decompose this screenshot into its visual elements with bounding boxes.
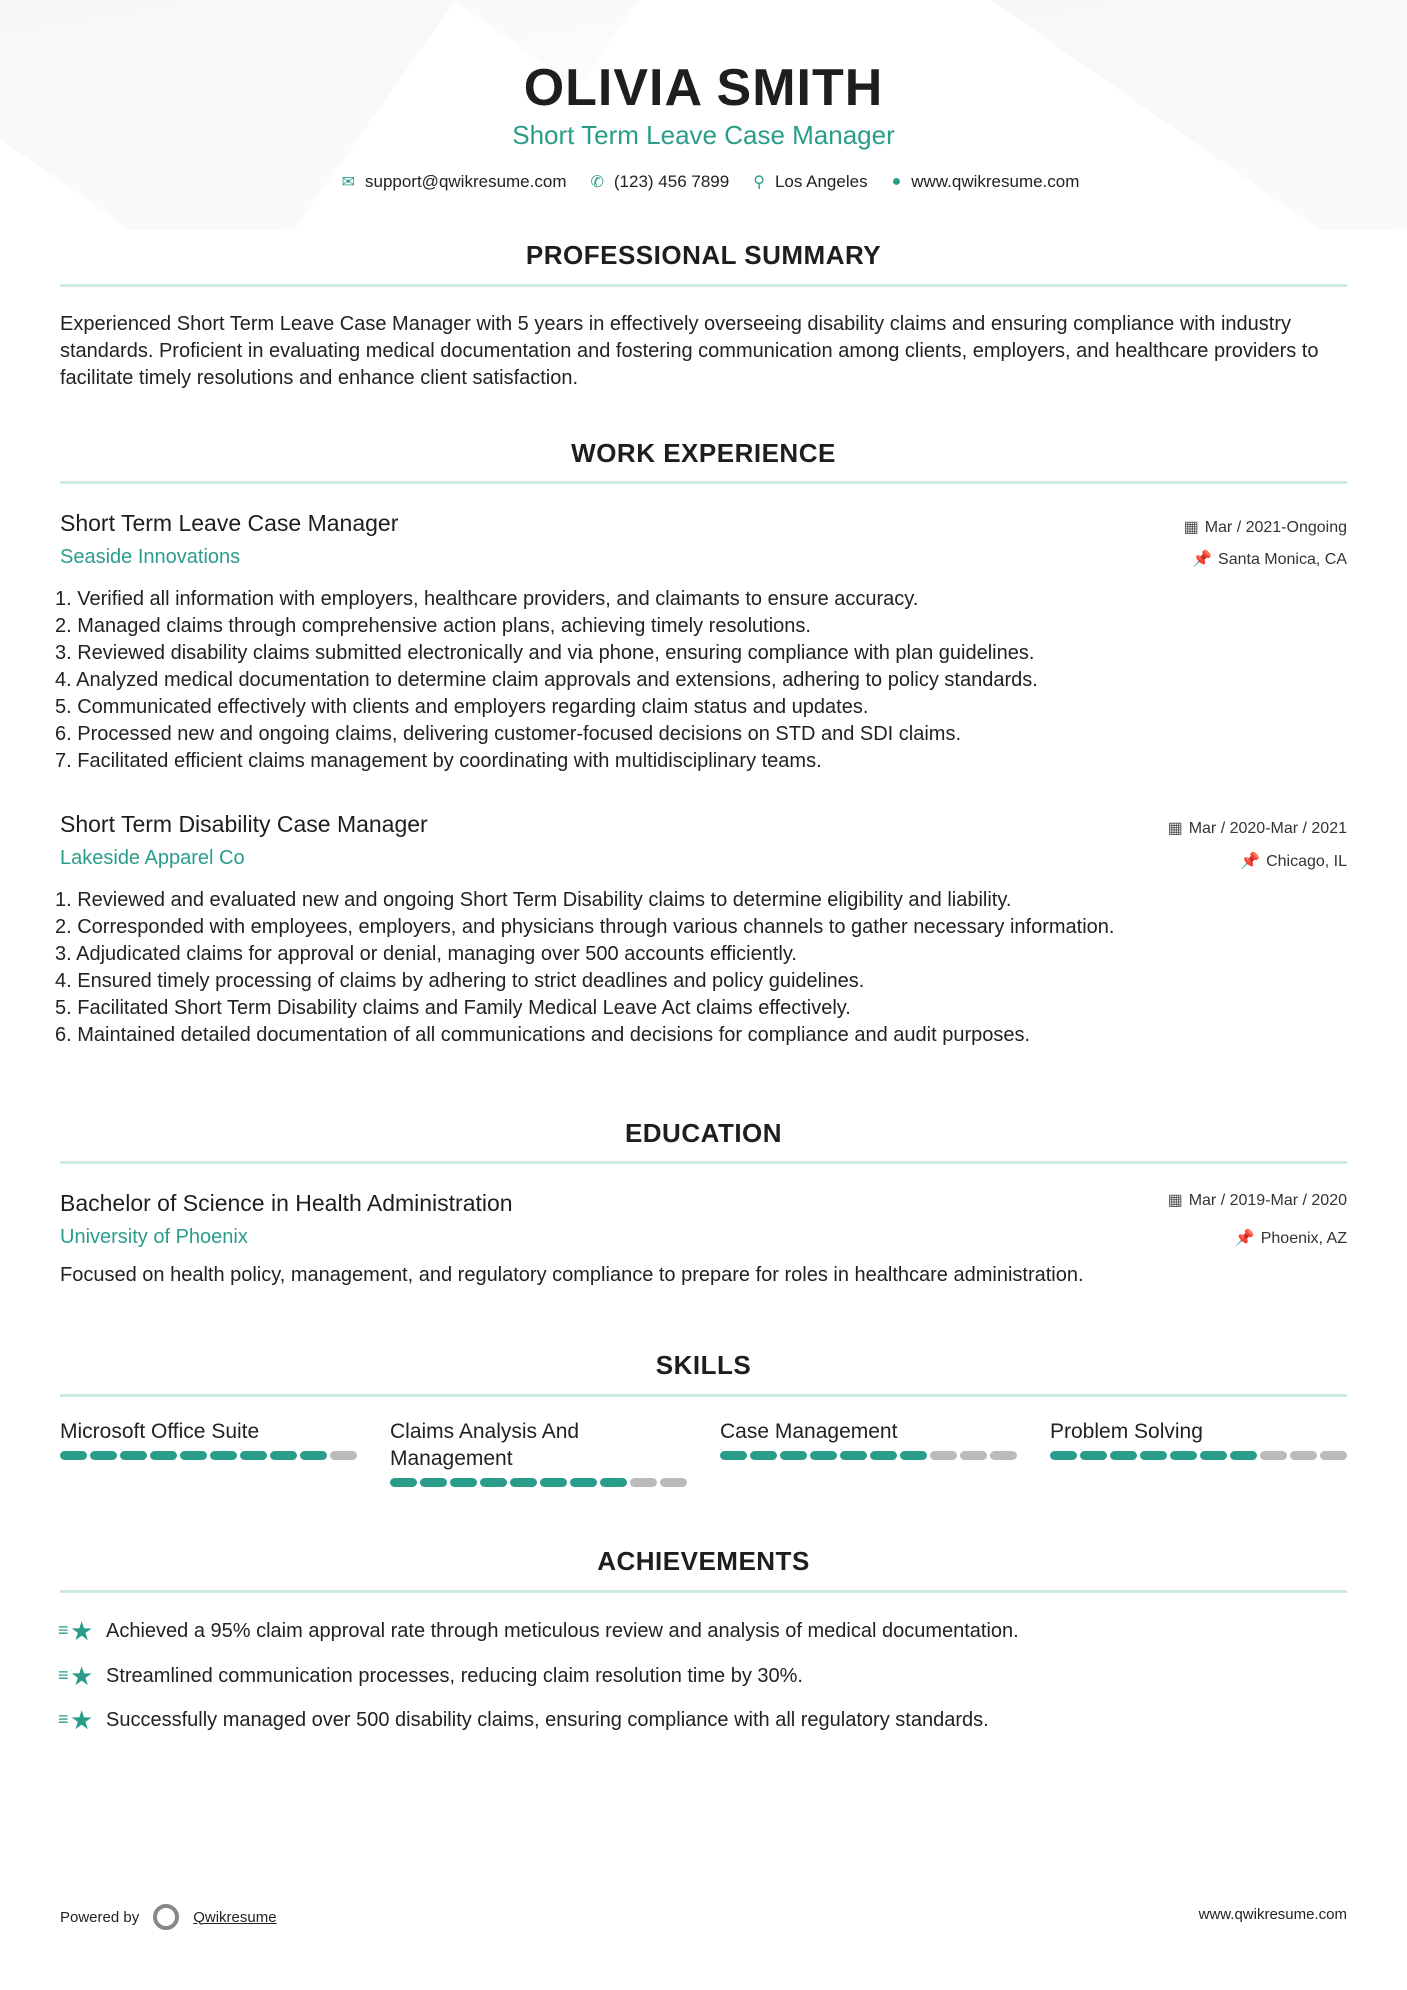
divider — [60, 1161, 1347, 1164]
skill-level-segment — [480, 1478, 507, 1487]
skill-level-segment — [120, 1451, 147, 1460]
contact-bar — [0, 172, 1407, 192]
job-location-1 — [1192, 549, 1347, 569]
job-title: Short Term Leave Case Manager — [512, 120, 895, 150]
skill-name: Microsoft Office Suite — [60, 1420, 260, 1443]
school: University of Phoenix — [60, 1226, 248, 1248]
skill-level-segment — [1260, 1451, 1287, 1460]
email[interactable]: support@qwikresume.com — [364, 172, 567, 191]
skill-level-segment — [870, 1451, 897, 1460]
bullet: 3. Adjudicated claims for approval or denial, managing over 500 accounts efficiently. — [55, 943, 797, 965]
skill-level-segment — [750, 1451, 777, 1460]
skill-level-segment — [510, 1478, 537, 1487]
location-icon: ⚲ — [753, 174, 765, 191]
bullet: 2. Managed claims through comprehensive action plans, achieving timely resolutions. — [55, 615, 811, 637]
skill-name: Case Management — [720, 1420, 898, 1443]
phone-icon: ✆ — [590, 174, 604, 191]
divider — [60, 284, 1347, 287]
bullet: 4. Ensured timely processing of claims by adhering to strict deadlines and policy guidelines. — [55, 970, 865, 992]
education-dates — [1168, 1190, 1347, 1210]
summary-heading: PROFESSIONAL SUMMARY — [525, 240, 882, 270]
skill-level-segment — [1290, 1451, 1317, 1460]
star-icon: ≡ ★ — [60, 1661, 94, 1692]
footer-powered-by — [60, 1904, 277, 1930]
skill-level-segment — [600, 1478, 627, 1487]
skill-level-segment — [1320, 1451, 1347, 1460]
skill-level-segment — [390, 1478, 417, 1487]
skill-level-segment — [450, 1478, 477, 1487]
star-icon: ≡ ★ — [60, 1705, 94, 1736]
degree: Bachelor of Science in Health Administration — [60, 1190, 513, 1216]
job-dates-1 — [1184, 517, 1347, 537]
website[interactable]: www.qwikresume.com — [911, 172, 1080, 191]
divider — [60, 481, 1347, 484]
skill-level-segment — [900, 1451, 927, 1460]
pin-icon: 📌 — [1192, 551, 1213, 568]
divider — [60, 1590, 1347, 1593]
skill-level-segment — [150, 1451, 177, 1460]
job-bullets-1 — [55, 586, 1355, 775]
calendar-icon: ▦ — [1167, 1192, 1183, 1209]
skill-level-bar — [1050, 1451, 1350, 1460]
skill-item — [720, 1418, 1020, 1460]
bullet: 4. Analyzed medical documentation to determine claim approvals and extensions, adhering to policy standards. — [55, 669, 1038, 691]
achievement-text: Streamlined communication processes, reducing claim resolution time by 30%. — [106, 1665, 803, 1687]
location: Los Angeles — [774, 172, 868, 191]
skill-level-segment — [810, 1451, 837, 1460]
qwikresume-logo-icon — [153, 1904, 179, 1930]
skill-level-segment — [210, 1451, 237, 1460]
skill-level-bar — [390, 1478, 690, 1487]
skill-level-segment — [90, 1451, 117, 1460]
achievement-item — [60, 1616, 1019, 1647]
bullet: 5. Communicated effectively with clients and employers regarding claim status and updates. — [55, 696, 869, 718]
skill-item — [60, 1418, 360, 1460]
job-dates-2 — [1168, 818, 1347, 838]
skill-name: Problem Solving — [1050, 1420, 1203, 1443]
skill-item — [1050, 1418, 1350, 1460]
job-title-2: Short Term Disability Case Manager — [60, 811, 428, 837]
company-1: Seaside Innovations — [60, 546, 241, 568]
skill-level-segment — [960, 1451, 987, 1460]
job-location-2 — [1240, 851, 1347, 871]
achievement-text: Successfully managed over 500 disability claims, ensuring compliance with all regulatory standards. — [106, 1709, 989, 1731]
pin-icon: 📌 — [1234, 1230, 1255, 1247]
location: Chicago, IL — [1266, 853, 1347, 870]
bullet: 2. Corresponded with employees, employers, and physicians through various channels to gather necessary information. — [55, 916, 1115, 938]
education-description: Focused on health policy, management, and regulatory compliance to prepare for roles in healthcare administration. — [60, 1264, 1084, 1286]
skill-level-segment — [930, 1451, 957, 1460]
skill-level-segment — [1140, 1451, 1167, 1460]
achievement-item — [60, 1705, 989, 1736]
skill-item — [390, 1418, 690, 1487]
dates: Mar / 2021-Ongoing — [1204, 519, 1347, 536]
dates: Mar / 2020-Mar / 2021 — [1188, 820, 1347, 837]
skill-level-segment — [1230, 1451, 1257, 1460]
bullet: 1. Verified all information with employers, healthcare providers, and claimants to ensure accuracy. — [55, 588, 919, 610]
skill-level-segment — [300, 1451, 327, 1460]
bullet: 1. Reviewed and evaluated new and ongoing Short Term Disability claims to determine eligibility and liability. — [55, 889, 1012, 911]
candidate-name: OLIVIA SMITH — [523, 59, 884, 117]
skill-level-segment — [270, 1451, 297, 1460]
footer-website[interactable]: www.qwikresume.com — [1198, 1906, 1347, 1923]
star-icon: ≡ ★ — [60, 1616, 94, 1647]
skill-level-segment — [780, 1451, 807, 1460]
skill-level-segment — [1110, 1451, 1137, 1460]
skill-level-bar — [60, 1451, 360, 1460]
skill-level-segment — [660, 1478, 687, 1487]
skill-level-segment — [1200, 1451, 1227, 1460]
education-heading: EDUCATION — [624, 1118, 783, 1148]
skill-level-segment — [840, 1451, 867, 1460]
job-bullets-2 — [55, 887, 1355, 1049]
achievement-text: Achieved a 95% claim approval rate through meticulous review and analysis of medical documentation. — [106, 1620, 1019, 1642]
bullet: 6. Processed new and ongoing claims, delivering customer-focused decisions on STD and SDI claims. — [55, 723, 961, 745]
skill-level-segment — [1050, 1451, 1077, 1460]
skill-level-segment — [420, 1478, 447, 1487]
location: Santa Monica, CA — [1218, 551, 1347, 568]
company-2: Lakeside Apparel Co — [60, 847, 245, 869]
bullet: 3. Reviewed disability claims submitted electronically and via phone, ensuring compliance with plan guidelines. — [55, 642, 1035, 664]
location: Phoenix, AZ — [1260, 1230, 1347, 1247]
bullet: 7. Facilitated efficient claims management by coordinating with multidisciplinary teams. — [55, 750, 822, 772]
email-icon: ✉ — [341, 174, 355, 191]
globe-icon: ● — [891, 173, 902, 190]
powered-by-label: Powered by — [60, 1908, 140, 1926]
skill-level-segment — [630, 1478, 657, 1487]
bullet: 5. Facilitated Short Term Disability claims and Family Medical Leave Act claims effectively. — [55, 997, 851, 1019]
phone: (123) 456 7899 — [613, 172, 730, 191]
bullet: 6. Maintained detailed documentation of all communications and decisions for compliance and audit purposes. — [55, 1024, 1031, 1046]
skill-name: Claims Analysis And Management — [390, 1420, 580, 1470]
skill-level-segment — [60, 1451, 87, 1460]
skill-level-segment — [180, 1451, 207, 1460]
skills-heading: SKILLS — [655, 1350, 752, 1380]
skill-level-segment — [1170, 1451, 1197, 1460]
achievement-item — [60, 1661, 803, 1692]
skill-level-segment — [570, 1478, 597, 1487]
divider — [60, 1394, 1347, 1397]
summary-text: Experienced Short Term Leave Case Manager with 5 years in effectively overseeing disability claims and ensuring compliance with industry standards. Proficient in evaluating medical documentation and fostering communication among clients, employers, and healthcare providers to facilitate timely resolutions and enhance client satisfaction. — [60, 313, 1319, 389]
skill-level-segment — [720, 1451, 747, 1460]
job-title-1: Short Term Leave Case Manager — [60, 510, 399, 536]
pin-icon: 📌 — [1240, 853, 1261, 870]
calendar-icon: ▦ — [1183, 519, 1199, 536]
achievements-heading: ACHIEVEMENTS — [597, 1546, 810, 1576]
brand-link[interactable]: Qwikresume — [193, 1908, 277, 1926]
dates: Mar / 2019-Mar / 2020 — [1188, 1192, 1347, 1209]
skill-level-segment — [990, 1451, 1017, 1460]
experience-heading: WORK EXPERIENCE — [571, 438, 836, 468]
education-location — [1235, 1228, 1347, 1248]
skill-level-segment — [540, 1478, 567, 1487]
calendar-icon: ▦ — [1167, 820, 1183, 837]
skill-level-bar — [720, 1451, 1020, 1460]
skill-level-segment — [330, 1451, 357, 1460]
skill-level-segment — [240, 1451, 267, 1460]
skill-level-segment — [1080, 1451, 1107, 1460]
